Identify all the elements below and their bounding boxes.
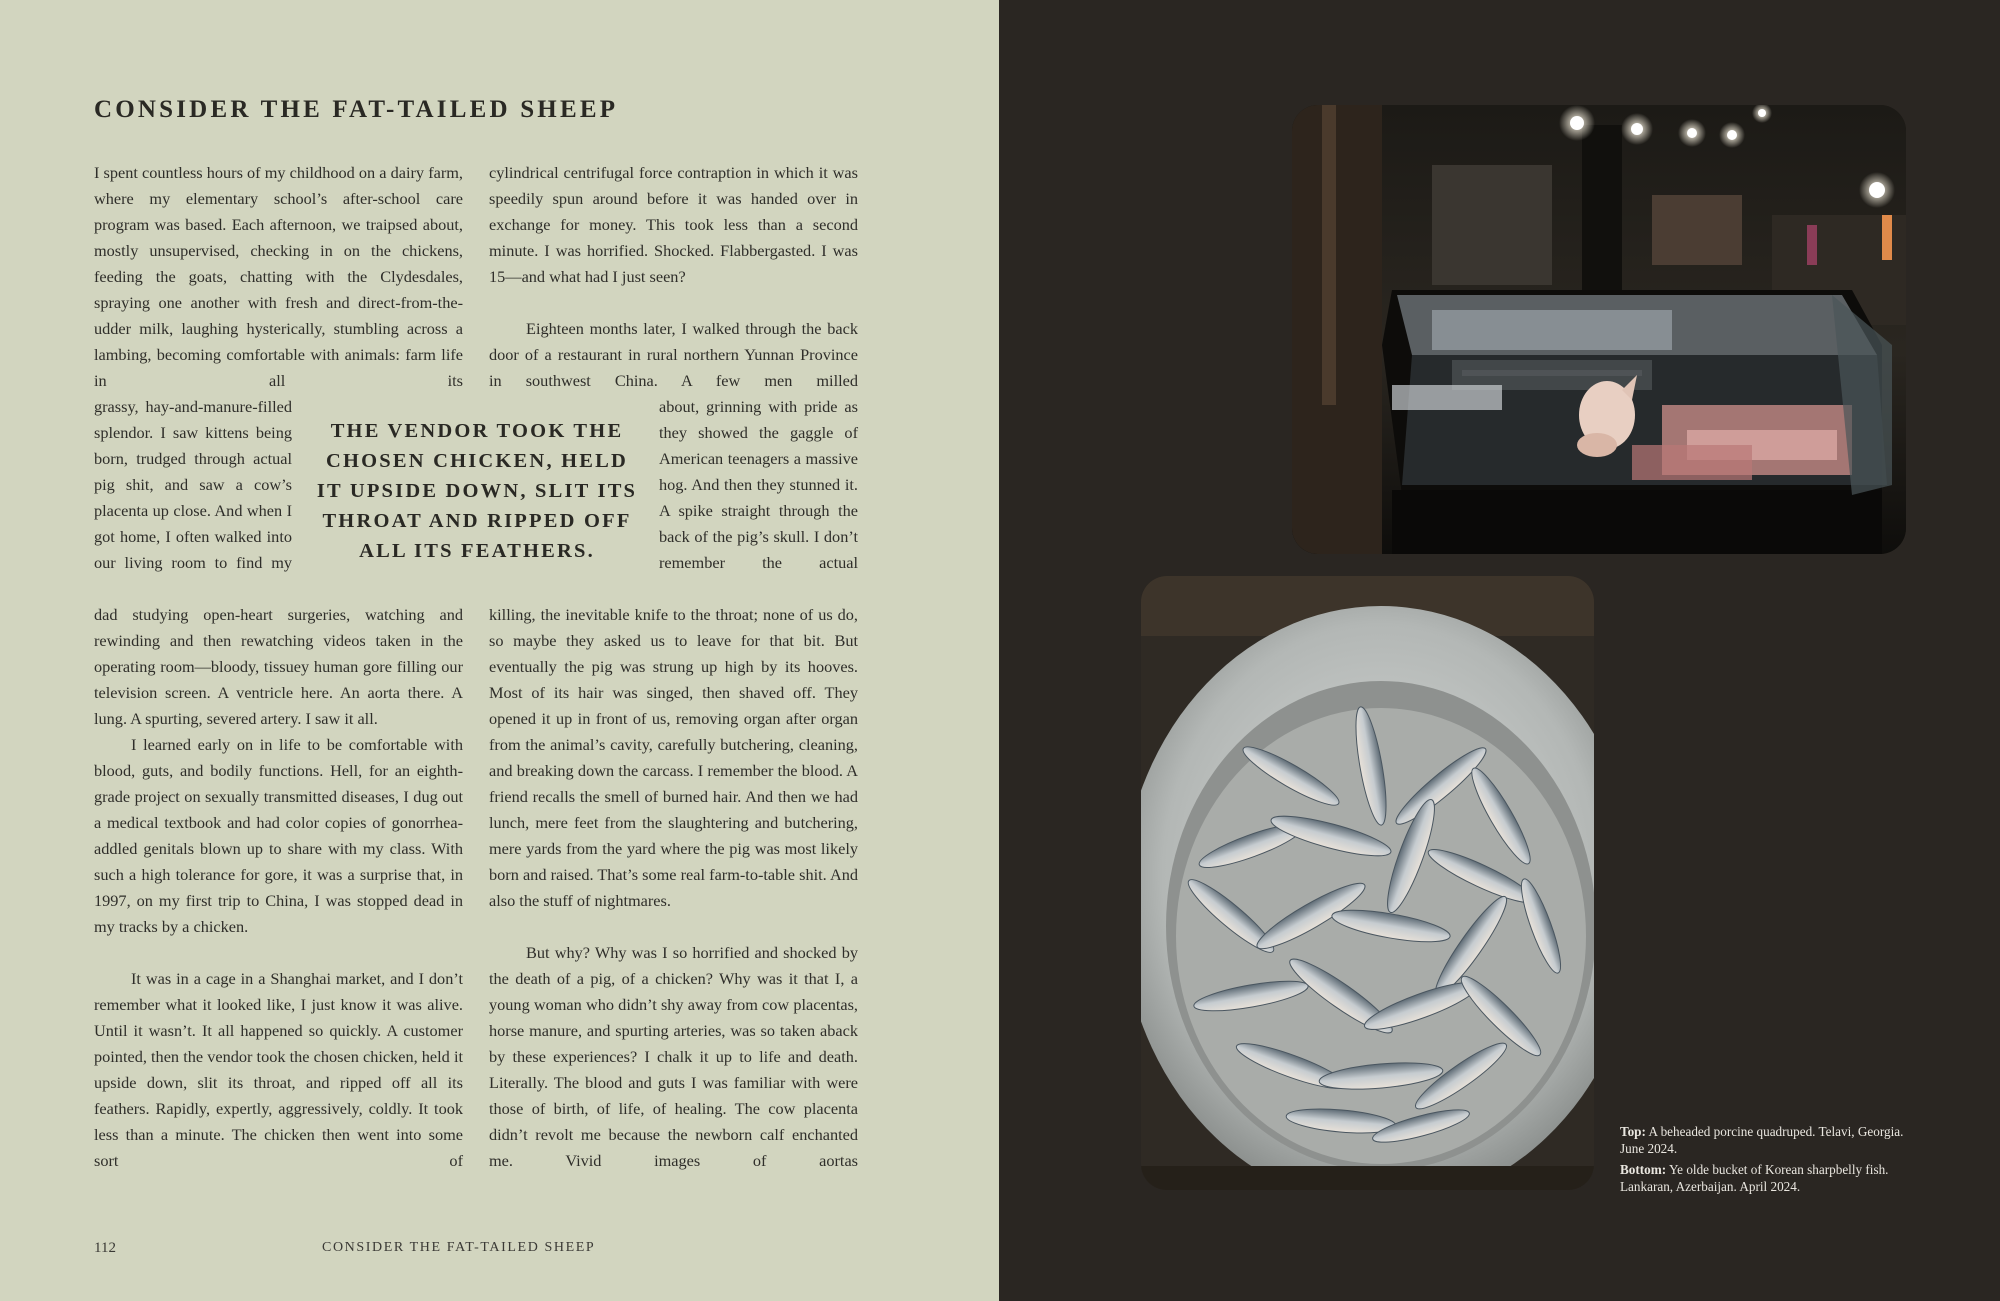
col1-para-b: grassy, hay-and-manure-filled splendor. I saw kittens being born, trudged through actual pig shit, and saw a cow’s placenta up close. And when I got home, I often walked into our living room to find my [94,397,292,572]
col1-para-e: It was in a cage in a Shanghai market, and I don’t remember what it looked like, I just know it was alive. Until it wasn’t. It all happened so quickly. A customer pointed, then the vendor took the chosen chicken, held it upside down, slit its throat, and ripped off all its feathers. Rapidly, expertly, aggressively, coldly. It took less than a minute. The chicken then went into some sort of [94,969,463,1170]
caption-bottom [1620,1162,1920,1195]
col2-para-d: killing, the inevitable knife to the throat; none of us do, so maybe they asked us to leave for that bit. But eventually the pig was strung up high by its hooves. Most of its hair was singed, then shaved off. They opened it up in front of us, removing organ after organ from the animal’s cavity, carefully butchering, cleaning, and breaking down the carcass. I remember the blood. A friend recalls the smell of burned hair. And then we had lunch, mere feet from the slaughtering and butchering, mere yards from the yard where the pig was most likely born and raised. That’s some real farm-to-table shit. And also the stuff of nightmares. [489,605,858,910]
col2-para-a: cylindrical centrifugal force contraption in which it was speedily spun around before it was handed over in exchange for money. This took less than a second minute. I was horrified. Shocked. Flabbergasted. I was 15—and what had I just seen? [489,163,858,286]
col1-para-a: I spent countless hours of my childhood on a dairy farm, where my elementary school’s after-school care program was based. Each afternoon, we traipsed about, mostly unsupervised, checking in on the chickens, feeding the goats, chatting with the Clydesdales, spraying one another with fresh and direct-from-the-udder milk, laughing hysterically, stumbling across a lambing, becoming comfortable with animals: farm life in all its [94,163,463,390]
caption-top-text: A beheaded porcine quadruped. Telavi, Georgia. June 2024. [1620,1124,1904,1156]
fish-bucket-illustration [1141,576,1594,1190]
article-title: CONSIDER THE FAT-TAILED SHEEP [94,96,619,123]
caption-top-label: Top: [1620,1124,1646,1139]
pull-quote: THE VENDOR TOOK THE CHOSEN CHICKEN, HELD IT UPSIDE DOWN, SLIT ITS THROAT AND RIPPED OFF ALL ITS FEATHERS. [316,420,638,562]
col1-para-d: I learned early on in life to be comfortable with blood, guts, and bodily functions. Hell, for an eighth-grade project on sexually transmitted diseases, I dug out a medical textbook and had color copies of gonorrhea-addled genitals blown up to share with my class. With such a high tolerance for gore, it was a surprise that, in 1997, on my first trip to China, I was stopped dead in my tracks by a chicken. [94,735,463,936]
photo-market-pig-head [1292,105,1906,554]
running-head: CONSIDER THE FAT-TAILED SHEEP [322,1240,596,1255]
page-number: 112 [94,1240,116,1256]
col2-para-b: Eighteen months later, I walked through the back door of a restaurant in rural northern Yunnan Province in southwest China. A few men milled [489,319,858,390]
caption-bottom-text: Ye olde bucket of Korean sharpbelly fish. Lankaran, Azerbaijan. April 2024. [1620,1162,1889,1194]
caption-bottom-label: Bottom: [1620,1162,1667,1177]
photo-bucket-of-fish [1141,576,1594,1190]
market-scene-illustration [1292,105,1906,554]
col1-para-c: dad studying open-heart surgeries, watching and rewinding and then rewatching videos taken in the operating room—bloody, tissuey human gore filling our television screen. A ventricle here. An aorta there. A lung. A spurting, severed artery. I saw it all. [94,605,463,728]
caption-top [1620,1124,1920,1157]
col2-para-e: But why? Why was I so horrified and shocked by the death of a pig, of a chicken? Why was it that I, a young woman who didn’t shy away from cow placentas, horse manure, and spurting arteries, was so taken aback by these experiences? I chalk it up to life and death. Literally. The blood and guts I was familiar with were those of birth, of life, of healing. The cow placenta didn’t revolt me because the newborn calf enchanted me. Vivid images of aortas [489,943,858,1170]
col2-para-c: about, grinning with pride as they showed the gaggle of American teenagers a massive hog. And then they stunned it. A spike straight through the back of the pig’s skull. I don’t remember the actual [659,397,858,572]
